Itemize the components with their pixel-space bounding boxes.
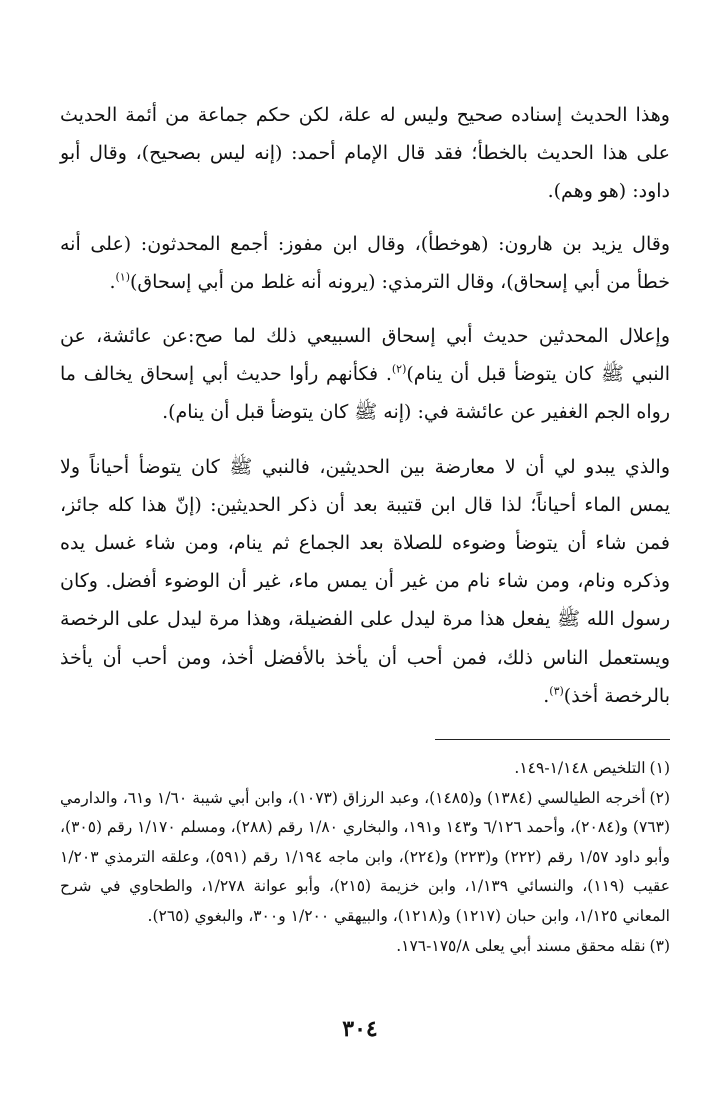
- footnote: [60, 754, 670, 784]
- body-paragraph: وقال يزيد بن هارون: (هوخطأ)، وقال ابن مفوز: أجمع المحدثون: (على أنه خطأ من أبي إسحاق)، وقال الترمذي: (يرونه أنه غلط من أبي إسحاق)$^{(١)}$.: [60, 232, 670, 293]
- footnote: [60, 784, 670, 932]
- body-paragraph: [60, 96, 670, 211]
- footnote-text: التلخيص ١/١٤٨-١٤٩.: [514, 759, 646, 778]
- paragraph-text-continued: . فكأنهم رأوا حديث أبي إسحاق يخالف ما رواه الجم الغفير عن عائشة في: (إنه ﷺ كان يتوضأ قبل أن ينام).: [60, 363, 670, 424]
- body-paragraph: [60, 448, 670, 715]
- paragraph-text: وإعلال المحدثين حديث أبي إسحاق السبيعي ذلك لما صح:عن عائشة، عن النبي ﷺ كان يتوضأ قبل أن ينام): [60, 325, 671, 386]
- footnote-number: (١): [649, 759, 670, 778]
- book-page: [60, 96, 670, 1056]
- footnote: [60, 932, 670, 962]
- body-paragraph: [60, 317, 670, 432]
- footnote-separator: [435, 739, 670, 740]
- paragraph-text: وهذا الحديث إسناده صحيح وليس له علة، لكن حكم جماعة من أئمة الحديث على هذا الحديث بالخطأ؛ فقد قال الإمام أحمد: (إنه ليس بصحيح)، وقال أبو داود: (هو وهم).: [60, 104, 670, 203]
- footnote-marker: (٢): [391, 362, 407, 376]
- footnote-number: (٣): [649, 936, 670, 955]
- page-number: ٣٠٤: [342, 1016, 378, 1042]
- paragraph-text: وقال يزيد بن هارون: (هوخطأ)، وقال ابن مفوز: أجمع المحدثون: (على أنه خطأ من أبي إسحاق)، وقال الترمذي: (يرونه أنه غلط من أبي إسحاق): [60, 232, 670, 293]
- footnote-text: أخرجه الطيالسي (١٣٨٤) و(١٤٨٥)، وعبد الرزاق (١٠٧٣)، وابن أبي شيبة ١/٦٠ و٦١، والدارمي (٧٦٣) و(٢٠٨٤)، وأحمد ٦/١٢٦ و١٤٣ و١٩١، والبخاري ١/٨٠ رقم (٢٨٨)، ومسلم ١/١٧٠ رقم (٣٠٥)، وأبو داود ١/٥٧ رقم (٢٢٢) و(٢٢٣) و(٢٢٤)، وابن ماجه ١/١٩٤ رقم (٥٩١)، وعلقه الترمذي ١/٢٠٣ عقيب (١١٩)، والنسائي ١/١٣٩، وابن خزيمة (٢١٥)، وأبو عوانة ١/٢٧٨، والطحاوي في شرح المعاني ١/١٢٥، وابن حبان (١٢١٧) و(١٢١٨)، والبيهقي ١/٢٠٠ و٣٠٠، والبغوي (٢٦٥).: [60, 788, 670, 926]
- footnote-number: (٢): [649, 788, 670, 807]
- paragraph-end: .: [543, 684, 550, 707]
- footnote-marker: (٣): [549, 684, 564, 698]
- footnote-text: نقله محقق مسند أبي يعلى ١٧٥/٨-١٧٦.: [396, 936, 646, 955]
- paragraph-text: والذي يبدو لي أن لا معارضة بين الحديثين، فالنبي ﷺ كان يتوضأ أحياناً ولا يمس الماء أحياناً؛ لذا قال ابن قتيبة بعد أن ذكر الحديثين: (إنّ هذا كله جائز، فمن شاء أن يتوضأ وضوءه للصلاة بعد الجماع ثم ينام، ومن شاء غسل يده وذكره ونام، ومن شاء نام من غير أن يمس ماء، غير أن الوضوء أفضل. وكان رسول الله ﷺ يفعل هذا مرة ليدل على الفضيلة، وهذا مرة ليدل على الرخصة ويستعمل الناس ذلك، فمن أحب أن يأخذ بالأفضل أخذ، ومن أحب أن يأخذ بالرخصة أخذ): [60, 455, 670, 707]
- footnote-marker: (١): [115, 270, 130, 284]
- footnotes: [60, 754, 670, 961]
